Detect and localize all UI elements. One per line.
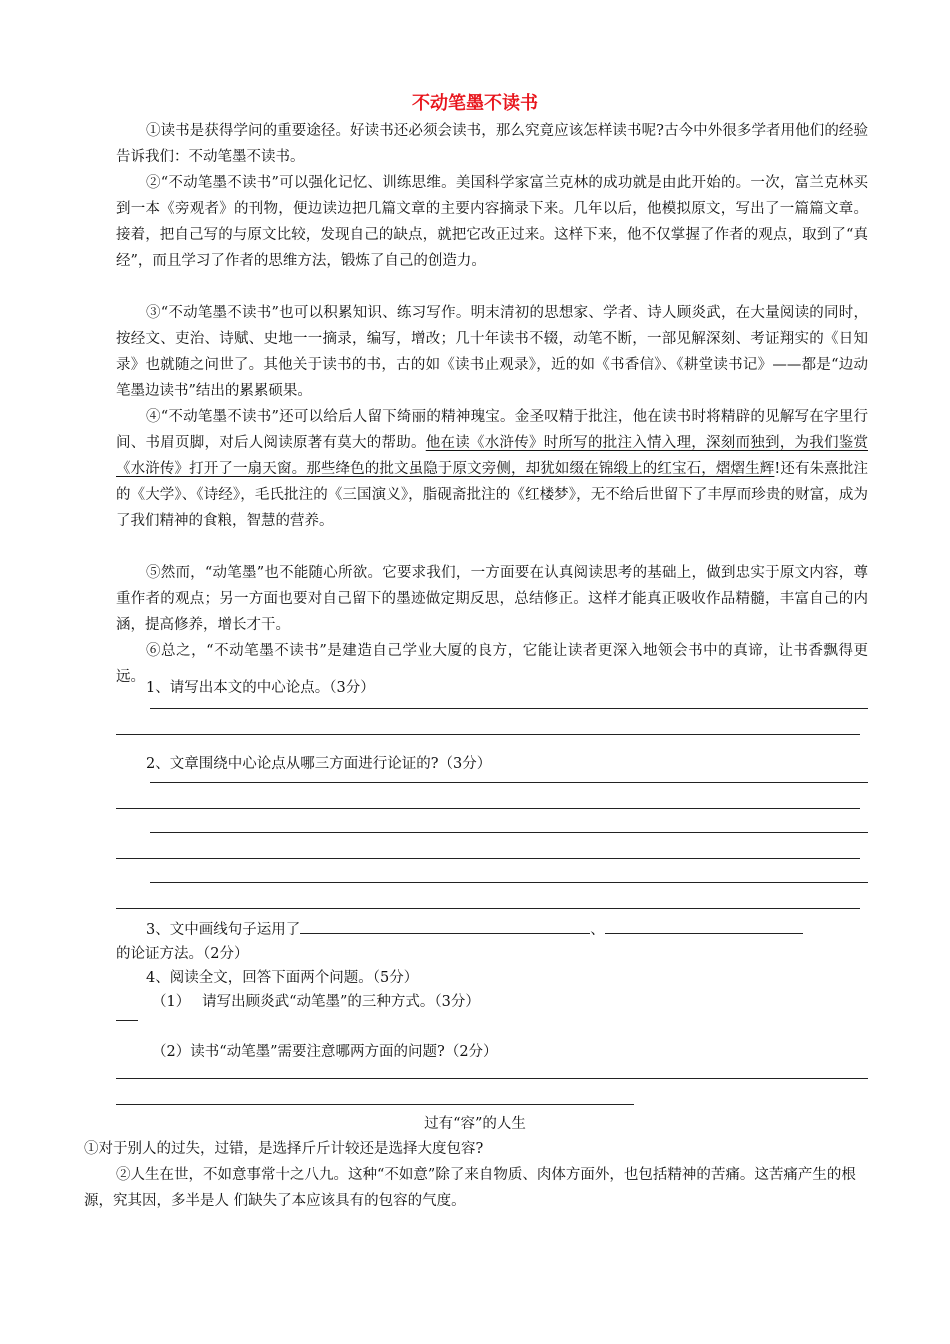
second-paragraph-1: ①对于别人的过失，过错，是选择斤斤计较还是选择大度包容?: [84, 1141, 484, 1157]
answer-line-2b[interactable]: [116, 808, 860, 809]
question-4-1: （1） 请写出顾炎武“动笔墨”的三种方式。（3分）: [152, 994, 480, 1010]
answer-line-4-1[interactable]: [116, 1020, 138, 1021]
paragraph-2: ②“不动笔墨不读书”可以强化记忆、训练思维。美国科学家富兰克林的成功就是由此开始的。一次，富兰克林买到一本《旁观者》的刊物，便边读边把几篇文章的主要内容摘录下来。几年以后，他模拟原文，写出了一篇篇文章。接着，把自己写的与原文比较，发现自己的缺点，就把它改正过来。这样下来，他不仅掌握了作者的观点，取到了“真经”，而且学习了作者的思维方法，锻炼了自己的创造力。: [116, 175, 868, 269]
paragraph-1: ①读书是获得学问的重要途径。好读书还必须会读书，那么究竟应该怎样读书呢?古今中外很多学者用他们的经验告诉我们：不动笔墨不读书。: [116, 123, 868, 165]
answer-line-4-2a[interactable]: [116, 1078, 868, 1079]
answer-line-2f[interactable]: [116, 908, 860, 909]
question-3-prefix: 3、文中画线句子运用了: [146, 922, 301, 938]
answer-line-2d[interactable]: [116, 858, 860, 859]
answer-line-4-2b[interactable]: [116, 1104, 634, 1105]
question-3-blank-2[interactable]: [605, 919, 803, 934]
question-3: [146, 918, 803, 942]
paragraph-4-rest: !还有朱熹批注的《大学》、《诗经》，毛氏批注的《三国演义》，脂砚斋批注的《红楼梦》，无不给后世留下了丰厚而珍贵的财富，成为了我们精神的食粮，智慧的营养。: [116, 461, 869, 529]
paragraph-4: [116, 404, 868, 534]
paragraph-6: ⑥总之，“不动笔墨不读书”是建造自己学业大厦的良方，它能让读者更深入地领会书中的真谛，让书香飘得更远。: [116, 643, 868, 685]
article-title: 不动笔墨不读书: [412, 93, 538, 114]
answer-line-2a[interactable]: [150, 782, 868, 783]
paragraph-5: ⑤然而，“动笔墨”也不能随心所欲。它要求我们，一方面要在认真阅读思考的基础上，做到忠实于原文内容，尊重作者的观点；另一方面也要对自己留下的墨迹做定期反思，总结修正。这样才能真正吸收作品精髓，丰富自己的内涵，提高修养，增长才干。: [116, 565, 868, 633]
underlined-sentence: 他在读《水浒传》时所写的批注入情入理，深刻而独到，为我们鉴赏《水浒传》打开了一扇天窗。那些绛色的批文虽隐于原文旁侧，却犹如缀在锦缎上的红宝石，熠熠生辉: [116, 435, 868, 477]
question-4-2: （2）读书“动笔墨”需要注意哪两方面的问题?（2分）: [152, 1044, 498, 1060]
question-4: 4、阅读全文，回答下面两个问题。（5分）: [146, 970, 419, 986]
answer-line-1b[interactable]: [116, 734, 860, 735]
paragraph-3: ③“不动笔墨不读书”也可以积累知识、练习写作。明末清初的思想家、学者、诗人顾炎武，在大量阅读的同时，按经文、吏治、诗赋、史地一一摘录，编写，增改；几十年读书不辍，动笔不断，一部见解深刻、考证翔实的《日知录》也就随之问世了。其他关于读书的书，古的如《读书止观录》，近的如《书香信》、《耕堂读书记》——都是“边动笔墨边读书”结出的累累硕果。: [116, 305, 868, 399]
answer-line-1a[interactable]: [150, 708, 868, 709]
second-paragraph-2: ②人生在世，不如意事常十之八九。这种“不如意”除了来自物质、肉体方面外，也包括精神的苦痛。这苦痛产生的根源，究其因，多半是人 们缺失了本应该具有的包容的气度。: [84, 1167, 856, 1209]
question-3-separator: 、: [590, 922, 605, 938]
question-1: 1、请写出本文的中心论点。（3分）: [146, 680, 375, 696]
question-3-blank-1[interactable]: [300, 919, 590, 934]
second-article-title: 过有“容”的人生: [424, 1116, 526, 1132]
answer-line-2c[interactable]: [150, 832, 868, 833]
question-3-suffix: 的论证方法。（2分）: [116, 946, 249, 962]
question-2: 2、文章围绕中心论点从哪三方面进行论证的?（3分）: [146, 756, 492, 772]
answer-line-2e[interactable]: [150, 882, 868, 883]
paragraph-4-intro: ④“不动笔墨不读书”还可以给后人留下绮丽的精神瑰宝。金圣叹精于批注，他在读书时将精辟的见解写在字里行间、书眉页脚，对后人阅读原著有莫大的帮助。: [116, 409, 868, 451]
